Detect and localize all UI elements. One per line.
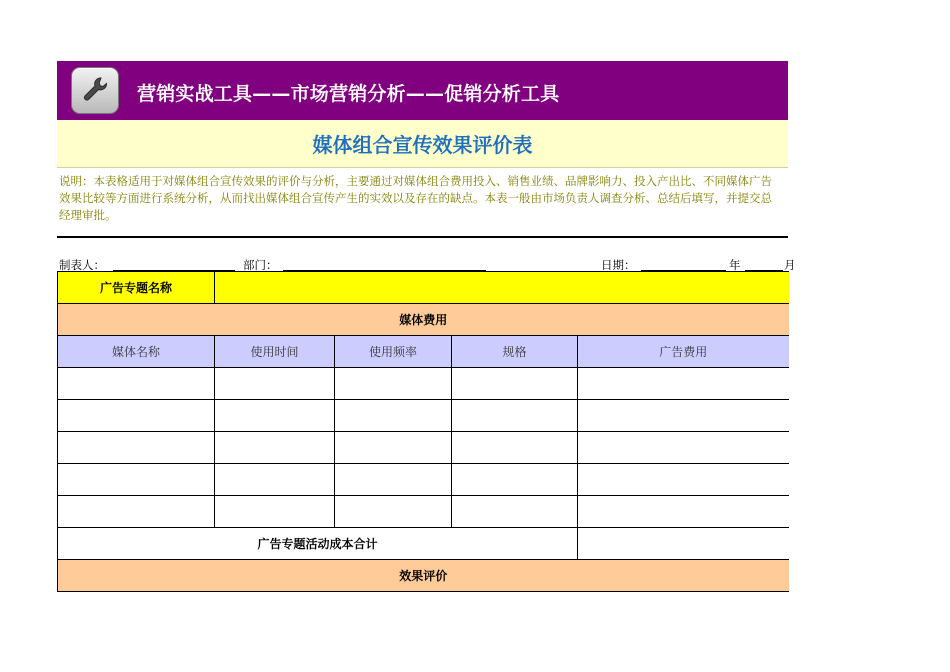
table-row [58,400,789,432]
date-month-field[interactable] [745,270,783,271]
description: 说明：本表格适用于对媒体组合宣传效果的评价与分析，主要通过对媒体组合费用投入、销售业绩、品牌影响力、投入产出比、不同媒体广告效果比较等方面进行系统分析，从而找出媒体组合宣传产生的实效以及存在的缺点。本表一般由市场负责人调查分析、总结后填写，并提交总经理审批。 [59,174,772,222]
dept-field[interactable] [283,270,486,271]
cell-ad-cost[interactable] [578,400,789,432]
cell-usage-frequency[interactable] [335,368,452,400]
cell-spec[interactable] [452,400,578,432]
cell-spec[interactable] [452,368,578,400]
dept-label: 部门： [243,258,278,272]
sheet-title: 媒体组合宣传效果评价表 [57,120,788,168]
spreadsheet [57,61,796,592]
total-row [58,528,789,560]
cell-usage-time[interactable] [215,464,335,496]
maker-field[interactable] [113,270,235,271]
topic-label: 广告专题名称 [58,272,215,304]
cell-media-name[interactable] [58,368,215,400]
year-label: 年 [729,258,741,272]
effect-header-row [58,560,789,592]
column-header-row [58,336,789,368]
cell-ad-cost[interactable] [578,432,789,464]
topic-row [58,272,789,304]
table-row [58,432,789,464]
cell-spec[interactable] [452,432,578,464]
total-value[interactable] [578,528,789,560]
col-ad-cost: 广告费用 [578,336,789,368]
form-meta [57,238,796,272]
cell-media-name[interactable] [58,400,215,432]
cell-usage-frequency[interactable] [335,464,452,496]
table-row [58,368,789,400]
table-row [58,496,789,528]
cell-usage-frequency[interactable] [335,432,452,464]
banner [57,61,788,120]
month-label: 月 [784,258,796,272]
cell-ad-cost[interactable] [578,464,789,496]
col-usage-time: 使用时间 [215,336,335,368]
table-row [58,464,789,496]
cell-usage-time[interactable] [215,400,335,432]
cell-usage-frequency[interactable] [335,400,452,432]
banner-title: 营销实战工具——市场营销分析——促销分析工具 [137,83,560,105]
cell-ad-cost[interactable] [578,496,789,528]
cell-media-name[interactable] [58,496,215,528]
cell-spec[interactable] [452,464,578,496]
cell-ad-cost[interactable] [578,368,789,400]
col-usage-frequency: 使用频率 [335,336,452,368]
col-spec: 规格 [452,336,578,368]
date-label: 日期： [601,258,636,272]
media-cost-header: 媒体费用 [58,304,789,336]
wrench-icon [71,67,119,114]
cell-usage-time[interactable] [215,368,335,400]
maker-label: 制表人： [59,258,105,272]
col-media-name: 媒体名称 [58,336,215,368]
media-cost-header-row [58,304,789,336]
topic-input[interactable] [215,272,789,304]
evaluation-table [57,271,789,592]
effect-header: 效果评价 [58,560,789,592]
cell-usage-frequency[interactable] [335,496,452,528]
cell-media-name[interactable] [58,464,215,496]
date-year-field[interactable] [641,270,726,271]
cell-media-name[interactable] [58,432,215,464]
total-label: 广告专题活动成本合计 [58,528,578,560]
cell-usage-time[interactable] [215,496,335,528]
cell-spec[interactable] [452,496,578,528]
cell-usage-time[interactable] [215,432,335,464]
